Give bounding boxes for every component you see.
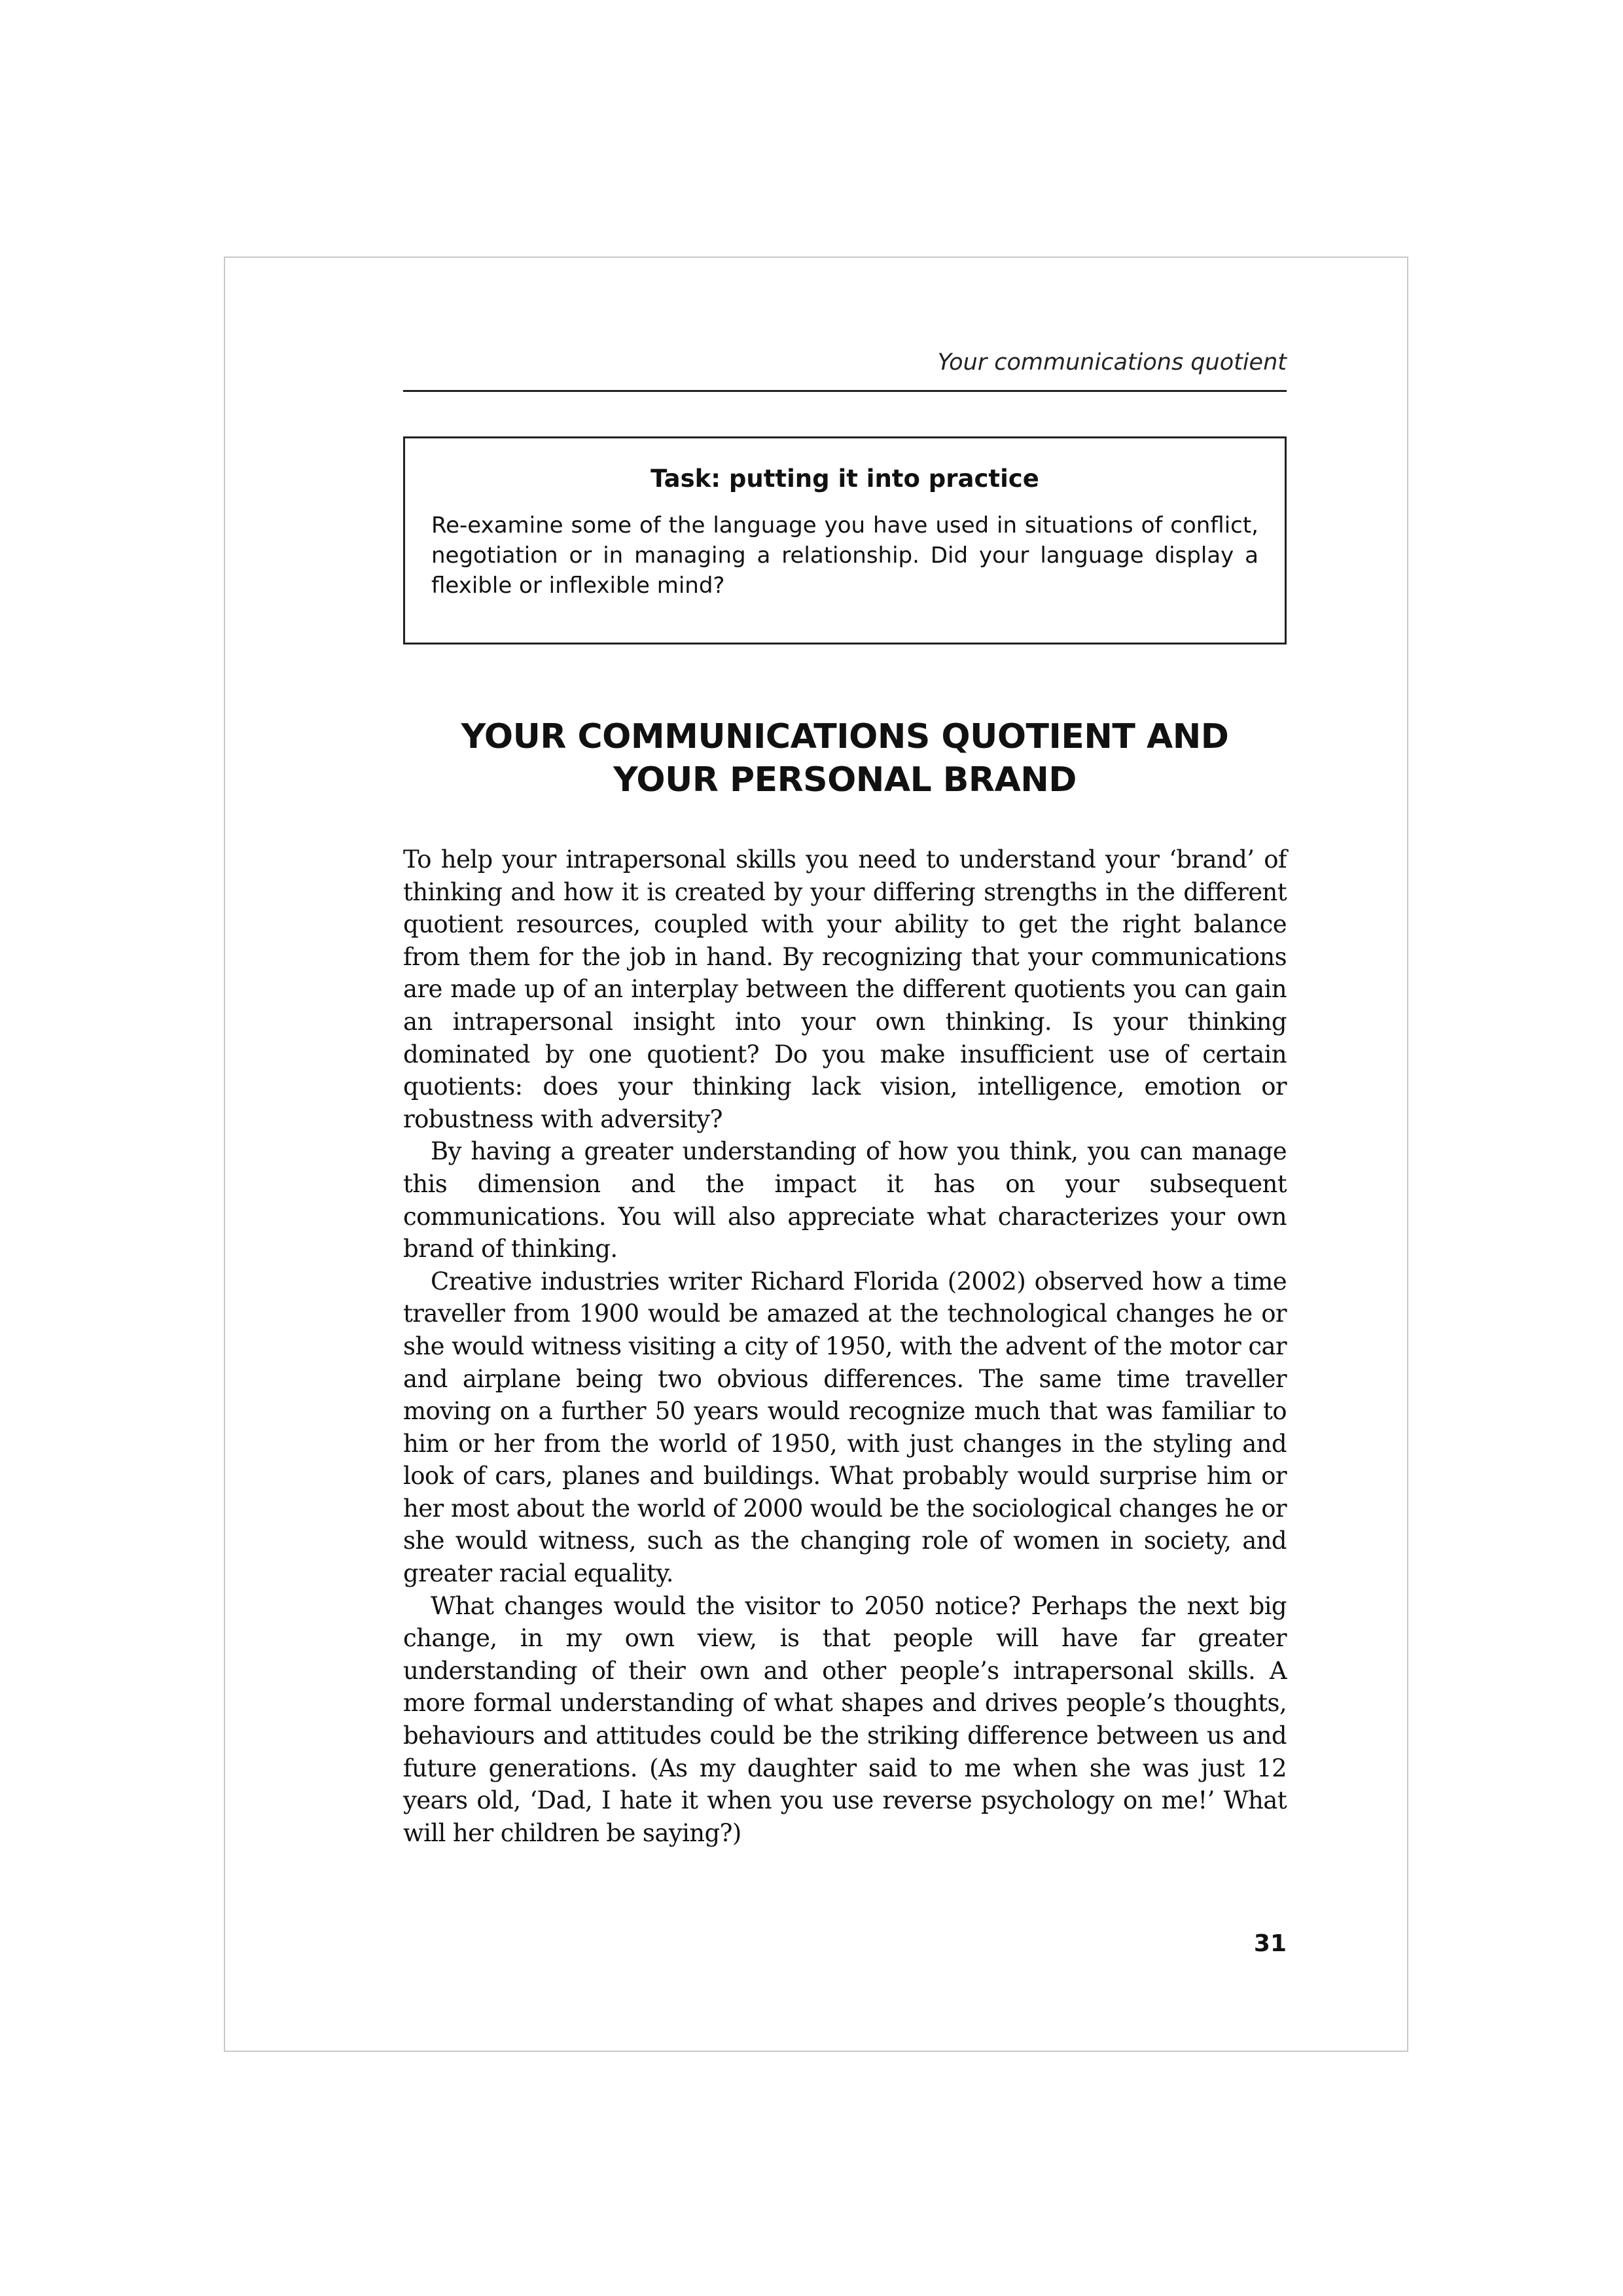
task-title: Task: putting it into practice <box>651 465 1039 493</box>
page-number: 31 <box>1253 1930 1287 1957</box>
page-content <box>403 347 1287 1849</box>
paragraph-2: By having a greater understanding of how you think, you can manage this dimension and the impact it has on your subsequent communications. You will also appreciate what characterizes your own brand of thinking. <box>403 1137 1287 1263</box>
task-body: Re-examine some of the language you have used in situations of conflict, negotiation or in managing a relationship. Did your language display a flexible or inflexible mind? <box>431 512 1258 599</box>
paragraph-1: To help your intrapersonal skills you need to understand your ‘brand’ of thinking and how it is created by your differing strengths in the different quotient resources, coupled with your ability to get the right balance from them for the job in hand. By recognizing that your communications are made up of an interplay between the different quotients you can gain an intrapersonal insight into your own thinking. Is your thinking dominated by one quotient? Do you make insufficient use of certain quotients: does your thinking lack vision, intelligence, emotion or robustness with adversity? <box>403 845 1287 1133</box>
paragraph-3: Creative industries writer Richard Florida (2002) observed how a time traveller from 1900 would be amazed at the technological changes he or she would witness visiting a city of 1950, with the advent of the motor car and airplane being two obvious differences. The same time traveller moving on a further 50 years would recognize much that was familiar to him or her from the world of 1950, with just changes in the styling and look of cars, planes and buildings. What probably would surprise him or her most about the world of 2000 would be the sociological changes he or she would witness, such as the changing role of women in society, and greater racial equality. <box>403 1267 1287 1588</box>
paragraph-4: What changes would the visitor to 2050 notice? Perhaps the next big change, in my own view, is that people will have far greater understanding of their own and other people’s intrapersonal skills. A more formal understanding of what shapes and drives people’s thoughts, behaviours and attitudes could be the striking difference between us and future generations. (As my daughter said to me when she was just 12 years old, ‘Dad, I hate it when you use reverse psychology on me!’ What will her children be saying?) <box>403 1591 1287 1847</box>
body-text <box>403 843 1287 1849</box>
section-heading: YOUR COMMUNICATIONS QUOTIENT AND YOUR PERSONAL BRAND <box>461 717 1229 800</box>
task-box <box>403 436 1287 645</box>
running-header: Your communications quotient <box>403 347 1287 392</box>
